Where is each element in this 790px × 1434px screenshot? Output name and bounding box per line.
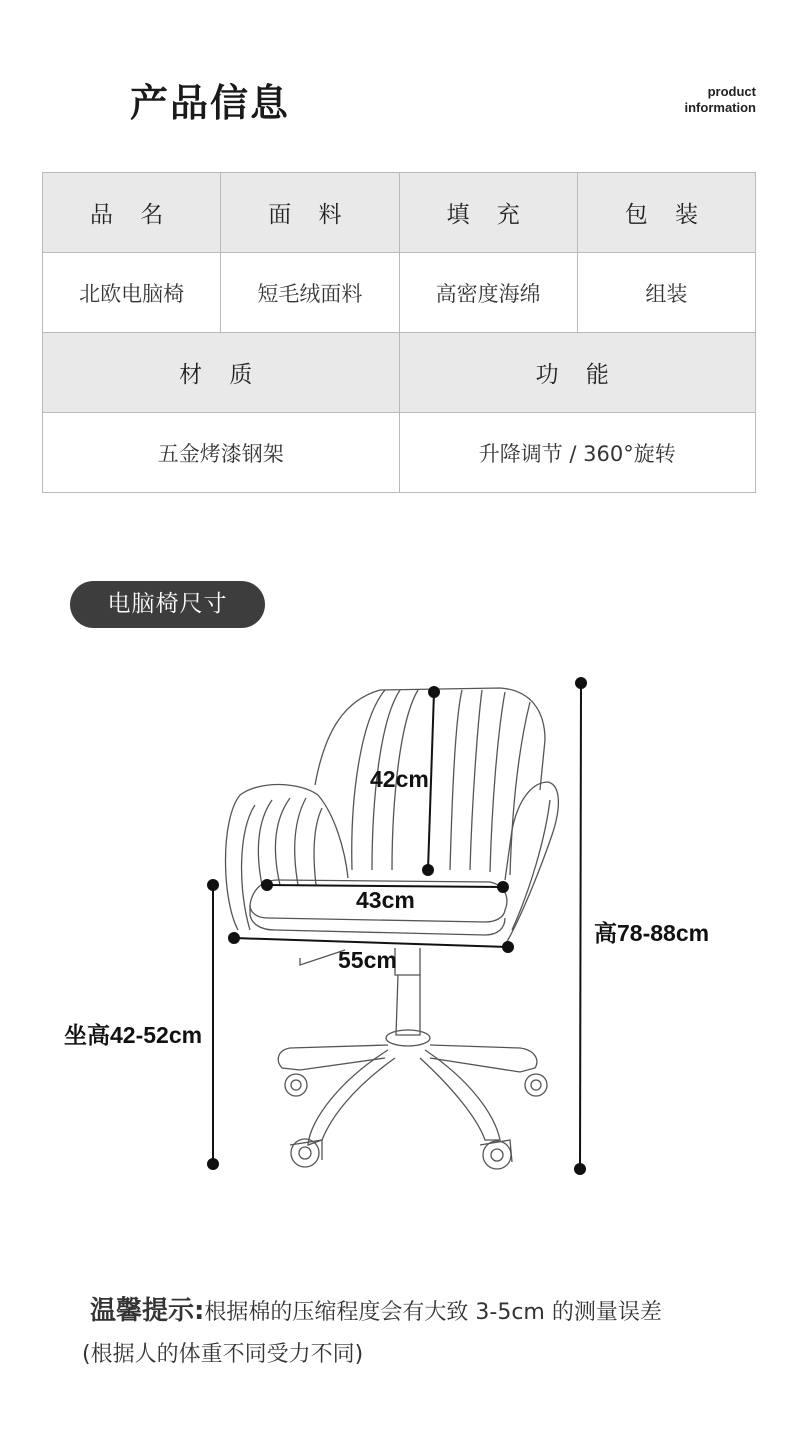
- dim-label-seat-depth: 55cm: [338, 947, 397, 973]
- dim-label-seat-height: 坐高42-52cm: [64, 1022, 203, 1048]
- value-cell-function: 升降调节 / 360°旋转: [399, 413, 756, 493]
- dimension-dot: [498, 882, 508, 892]
- page-title: 产品信息: [130, 81, 291, 125]
- section-label-chair-size: 电脑椅尺寸: [70, 581, 265, 628]
- tip-line-1: [90, 1290, 770, 1327]
- header-cell-function: 功 能: [399, 333, 756, 413]
- value-cell-fabric: 短毛绒面料: [221, 253, 399, 333]
- header-cell-name: 品 名: [43, 173, 221, 253]
- page-title-en: [636, 84, 756, 116]
- title-en-line2: information: [684, 100, 756, 115]
- value-cell-material: 五金烤漆钢架: [43, 413, 400, 493]
- tip-line-2: (根据人的体重不同受力不同): [82, 1342, 364, 1367]
- dimension-dot: [503, 942, 513, 952]
- dimension-lines: [208, 678, 586, 1174]
- total-height-line: [580, 683, 581, 1169]
- dim-label-seat-width: 43cm: [356, 887, 415, 913]
- table-row: [43, 333, 756, 413]
- table-row: [43, 413, 756, 493]
- value-cell-name: 北欧电脑椅: [43, 253, 221, 333]
- value-cell-filling: 高密度海绵: [399, 253, 577, 333]
- table-row: [43, 253, 756, 333]
- chair-illustration: [226, 688, 559, 1169]
- title-en-line1: product: [707, 84, 756, 99]
- header-cell-filling: 填 充: [399, 173, 577, 253]
- dimension-dot: [429, 687, 439, 697]
- dimension-dot: [208, 1159, 218, 1169]
- header-cell-packaging: 包 装: [577, 173, 755, 253]
- tip-lead: 温馨提示:: [90, 1296, 205, 1326]
- dimension-dot: [208, 880, 218, 890]
- back-height-line: [428, 692, 434, 870]
- dimension-dot: [262, 880, 272, 890]
- header-cell-fabric: 面 料: [221, 173, 399, 253]
- tip-text: 根据棉的压缩程度会有大致 3-5cm 的测量误差: [204, 1300, 662, 1325]
- dimension-dot: [423, 865, 433, 875]
- dimension-dot: [576, 678, 586, 688]
- seat-depth-line: [234, 938, 508, 947]
- dim-label-total-height: 高78-88cm: [594, 920, 710, 946]
- dim-label-back-height: 42cm: [370, 766, 429, 792]
- dimension-dot: [229, 933, 239, 943]
- value-cell-packaging: 组装: [577, 253, 755, 333]
- dimension-dot: [575, 1164, 585, 1174]
- table-row: [43, 173, 756, 253]
- product-spec-table: [42, 172, 756, 493]
- header-cell-material: 材 质: [43, 333, 400, 413]
